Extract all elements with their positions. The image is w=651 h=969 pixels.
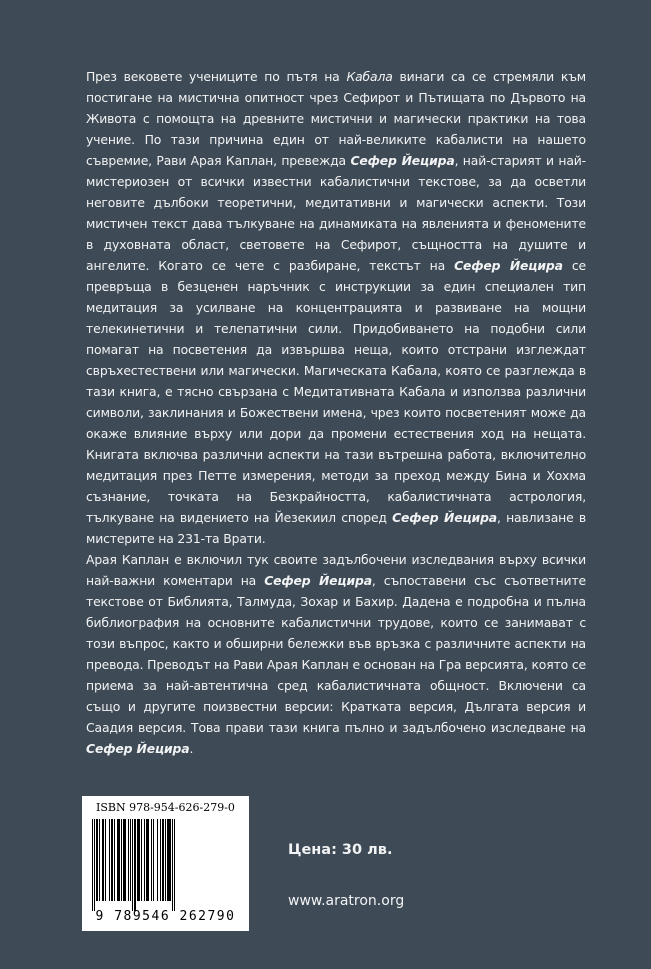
blurb-text: , най-старият и най-мистериозен от всички известни кабалистични текстове, за да осветли неговите дълбоки теоретични, медитативни и магически аспекти. Този мистичен текст дава тълкуване на динамиката на явленията и феномените в духовната област, световете на Сефирот, същността на душите и ангелите. Когато се чете с разбиране, текстът на [86,153,586,273]
blurb-italic-kabala: Кабала [346,69,393,84]
blurb-text: . [189,741,194,756]
blurb-text: Арая Каплан е включил тук своите задълбочени изследвания върху всички най-важни коментари на [86,552,586,588]
book-title-emphasis: Сефер Йецира [454,258,563,273]
blurb-text: , навлизане в мистерите на 231-та Врати. [86,510,586,546]
barcode [92,819,242,909]
publisher-website: www.aratron.org [288,893,405,909]
book-title-emphasis: Сефер Йецира [264,573,372,588]
isbn-barcode-box [82,796,249,931]
blurb-text: , съпоставени със съответните текстове от Библията, Талмуда, Зохар и Бахир. Дадена е подробна и пълна библиография на основните кабалистични трудове, които се занимават с този въпрос, както и обширни бележки във връзка с различните аспекти на превода. Преводът на Рави Арая Каплан е основан на Гра версията, която се приема за най-автентична сред кабалистичната общност. Включени са също и другите поизвестни версии: Кратката версия, Дългата версия и Саадия версия. Това прави тази книга пълно и задълбочено изследване на [86,573,586,735]
blurb-text: винаги са се стремяли към постигане на мистична опитност чрез Сефирот и Пътищата по Дървото на Живота с помощта на древните мистични и магически практики на това учение. По тази причина един от най-великите кабалисти на нашето съвремие, Рави Арая Каплан, превежда [86,69,587,168]
barcode-bar [174,819,175,911]
back-cover-blurb [86,66,586,759]
isbn-label: ISBN 978-954-626-279-0 [96,801,235,814]
book-title-emphasis: Сефер Йецира [86,741,190,756]
blurb-text: се превръща в безценен наръчник с инструкции за един специален тип медитация за усилване на концентрацията и развиване на мощни телекинетични и телепатични сили. Придобиването на подобни сили помагат на посветения да извършва неща, които отстрани изглеждат свръхестествени или магически. Магическата Кабала, която се разглежда в тази книга, е тясно свързана с Медитативната Кабала и използва различни символи, заклинания и Божествени имена, чрез които посветеният може да окаже влияние върху или дори да промени естествения ход на нещата. Книгата включва различни аспекти на тази вътрешна работа, включително медитация през Петте измерения, методи за преход между Бина и Хохма съзнание, точката на Безкрайността, кабалистичната астрология, тълкуване на видението на Йезекиил според [86,258,586,525]
price-label: Цена: 30 лв. [288,842,393,858]
blurb-text: През вековете учениците по пътя на [86,69,347,84]
barcode-digits: 9 789546 262790 [95,909,236,924]
blurb-paragraph-2 [86,549,586,759]
book-title-emphasis: Сефер Йецира [392,510,498,525]
book-title-emphasis: Сефер Йецира [350,153,455,168]
blurb-paragraph-1 [86,66,586,549]
